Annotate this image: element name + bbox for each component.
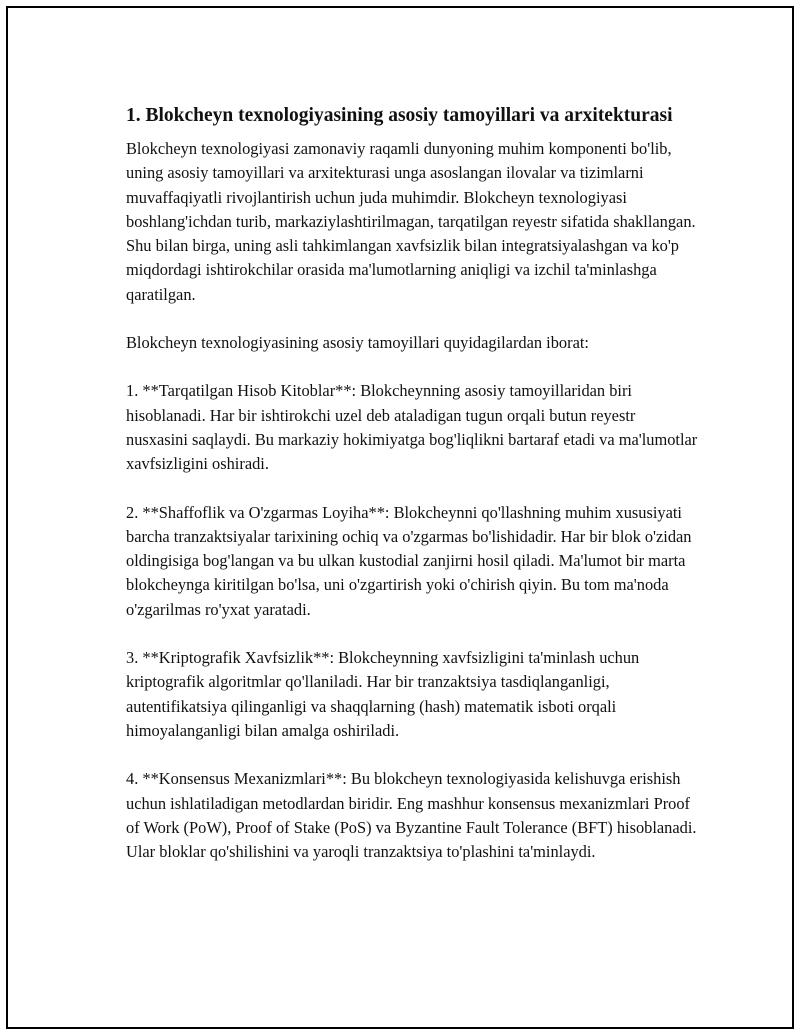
document-body	[126, 102, 701, 888]
principles-intro-paragraph: Blokcheyn texnologiyasining asosiy tamoyillari quyidagilardan iborat:	[126, 333, 589, 353]
principle-item-3: 3. **Kriptografik Xavfsizlik**: Blokcheynning xavfsizligini ta'minlash uchun kriptografik algoritmlar qo'llaniladi. Har bir tranzaktsiya tasdiqlanganligi, autentifikatsiya qilinganligi va shaqqlarning (hash) matematik isboti orqali himoyalanganligi bilan amalga oshiriladi.	[126, 648, 640, 740]
intro-paragraph: Blokcheyn texnologiyasi zamonaviy raqamli dunyoning muhim komponenti bo'lib, uning asosiy tamoyillari va arxitekturasi unga asoslangan ilovalar va tizimlarni muvaffaqiyatli rivojlantirish uchun juda muhimdir. Blokcheyn texnologiyasi boshlang'ichdan turib, markaziylashtirilmagan, tarqatilgan reyestr sifatida shakllangan. Shu bilan birga, uning asli tahkimlangan xavfsizlik bilan integratsiyalashgan va ko'p miqdordagi ishtirokchilar orasida ma'lumotlarning aniqligi va izchil ta'minlashga qaratilgan.	[126, 139, 696, 304]
section-heading: 1. Blokcheyn texnologiyasining asosiy tamoyillari va arxitekturasi	[126, 105, 673, 126]
principle-item-4: 4. **Konsensus Mexanizmlari**: Bu blokcheyn texnologiyasida kelishuvga erishish uchun ishlatiladigan metodlardan biridir. Eng mashhur konsensus mexanizmlari Proof of Work (PoW), Proof of Stake (PoS) va Byzantine Fault Tolerance (BFT) hisoblanadi. Ular bloklar qo'shilishini va yaroqli tranzaktsiya to'plashini ta'minlaydi.	[126, 769, 697, 862]
page-frame	[6, 6, 794, 1029]
principle-item-2: 2. **Shaffoflik va O'zgarmas Loyiha**: Blokcheynni qo'llashning muhim xususiyati barcha tranzaktsiyalar tarixining ochiq va o'zgarmas bo'lishidadir. Har bir blok o'zidan oldingisiga bog'langan va bu ulkan kustodial zanjirni hosil qiladi. Ma'lumot bir marta blokcheynga kiritilgan bo'lsa, uni o'zgartirish yoki o'chirish qiyin. Bu tom ma'noda o'zgarilmas ro'yxat yaratadi.	[126, 502, 692, 619]
principle-item-1: 1. **Tarqatilgan Hisob Kitoblar**: Blokcheynning asosiy tamoyillaridan biri hisoblanadi. Har bir ishtirokchi uzel deb ataladigan tugun orqali butun reyestr nusxasini saqlaydi. Bu markaziy hokimiyatga bog'liqlikni bartaraf etadi va ma'lumotlar xavfsizligini oshiradi.	[126, 381, 698, 474]
